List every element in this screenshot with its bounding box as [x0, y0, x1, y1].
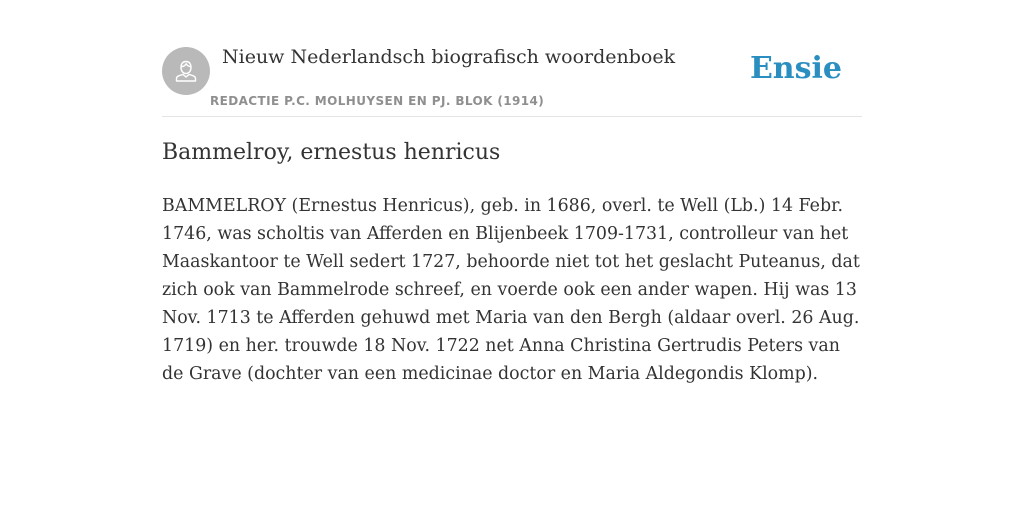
avatar[interactable]: [162, 47, 210, 95]
source-title[interactable]: Nieuw Nederlandsch biografisch woordenboek: [222, 46, 676, 68]
entry-title: Bammelroy, ernestus henricus: [162, 140, 501, 165]
brand-logo[interactable]: Ensie: [749, 51, 842, 86]
entry-body: BAMMELROY (Ernestus Henricus), geb. in 1686, overl. te Well (Lb.) 14 Febr. 1746, was scholtis van Afferden en Blijenbeek 1709-1731, controlleur van het Maaskantoor te Well sedert 1727, behoorde niet tot het geslacht Puteanus, dat zich ook van Bammelrode schreef, en voerde ook een ander wapen. Hij was 13 Nov. 1713 te Afferden gehuwd met Maria van den Bergh (aldaar overl. 26 Aug. 1719) en her. trouwde 18 Nov. 1722 net Anna Christina Gertrudis Peters van de Grave (dochter van een medicinae doctor en Maria Aldegondis Klomp).: [162, 196, 860, 384]
source-header: [162, 40, 862, 117]
source-editor: REDACTIE P.C. MOLHUYSEN EN PJ. BLOK (1914): [210, 94, 545, 108]
user-icon: [172, 57, 200, 85]
